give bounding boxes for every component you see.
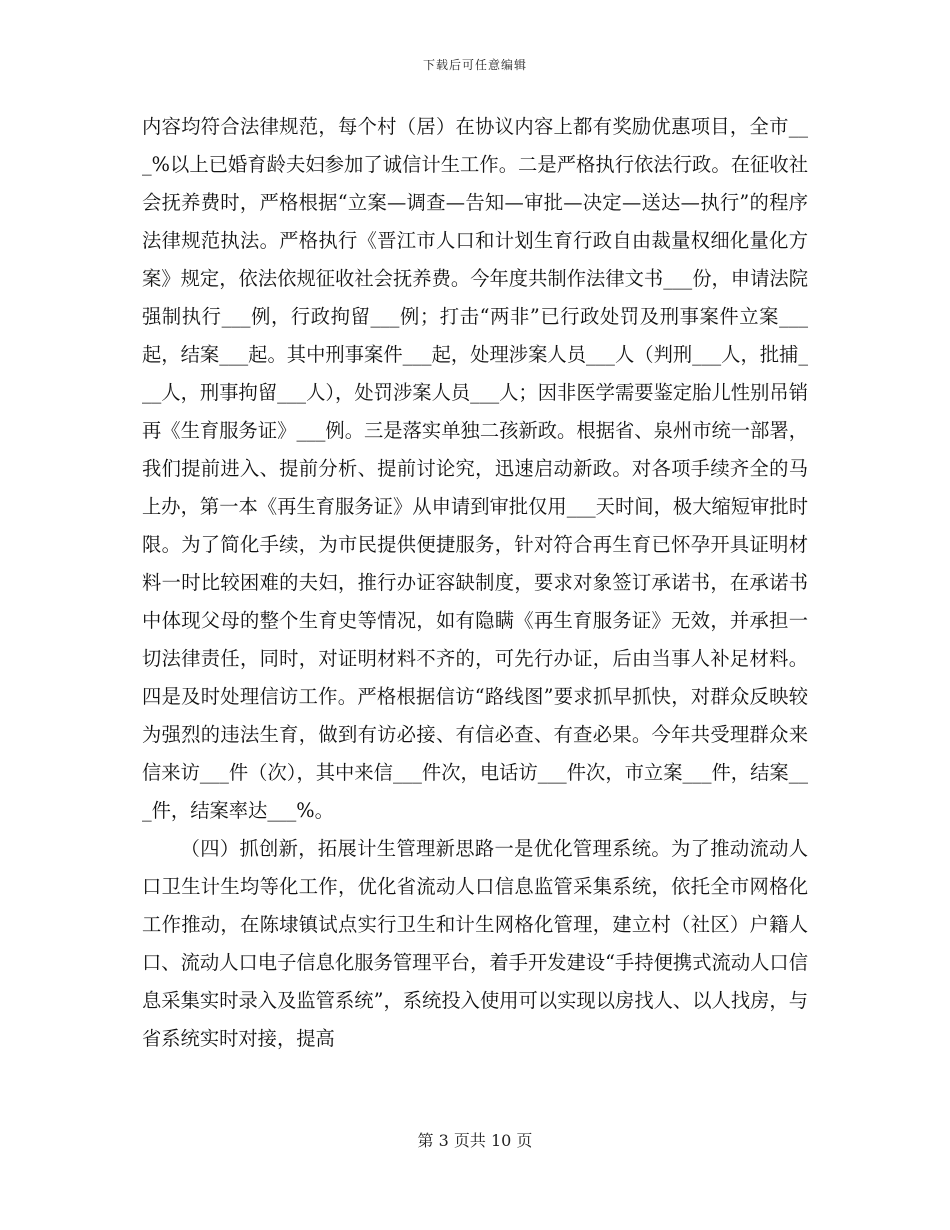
page-header-note: 下载后可任意编辑 (422, 58, 527, 72)
page-number: 第 3 页共 10 页 (417, 1131, 533, 1150)
body-paragraph-section-four: （四）抓创新，拓展计生管理新思路一是优化管理系统。为了推动流动人口卫生计生均等化工作，优化省流动人口信息监管采集系统，依托全市网格化工作推动，在陈埭镇试点实行卫生和计生网格化管理，建立村（社区）户籍人口、流动人口电子信息化服务管理平台，着手开发建设“手持便携式流动人口信息采集实时录入及监管系统”，系统投入使用可以实现以房找人、以人找房，与省系统实时对接，提高 (142, 837, 808, 1050)
body-paragraph-continued: 内容均符合法律规范，每个村（居）在协议内容上都有奖励优惠项目，全市___%以上已婚育龄夫妇参加了诚信计生工作。二是严格执行依法行政。在征收社会抚养费时，严格根据“立案—调查—告知—审批—决定—送达—执行”的程序法律规范执法。严格执行《晋江市人口和计划生育行政自由裁量权细化量化方案》规定，依法依规征收社会抚养费。今年度共制作法律文书___份，申请法院强制执行___例，行政拘留___例；打击“两非”已行政处罚及刑事案件立案___起，结案___起。其中刑事案件___起，处理涉案人员___人（判刑___人，批捕___人，刑事拘留___人），处罚涉案人员___人；因非医学需要鉴定胎儿性别吊销再《生育服务证》___例。三是落实单独二孩新政。根据省、泉州市统一部署，我们提前进入、提前分析、提前讨论究，迅速启动新政。对各项手续齐全的马上办，第一本《再生育服务证》从申请到审批仅用___天时间，极大缩短审批时限。为了简化手续，为市民提供便捷服务，针对符合再生育已怀孕开具证明材料一时比较困难的夫妇，推行办证容缺制度，要求对象签订承诺书，在承诺书中体现父母的整个生育史等情况，如有隐瞒《再生育服务证》无效，并承担一切法律责任，同时，对证明材料不齐的，可先行办证，后由当事人补足材料。四是及时处理信访工作。严格根据信访“路线图”要求抓早抓快，对群众反映较为强烈的违法生育，做到有访必接、有信必查、有查必果。今年共受理群众来信来访___件（次），其中来信___件次，电话访___件次，市立案___件，结案___件，结案率达___%。 (142, 115, 808, 822)
document-body (142, 108, 808, 1058)
